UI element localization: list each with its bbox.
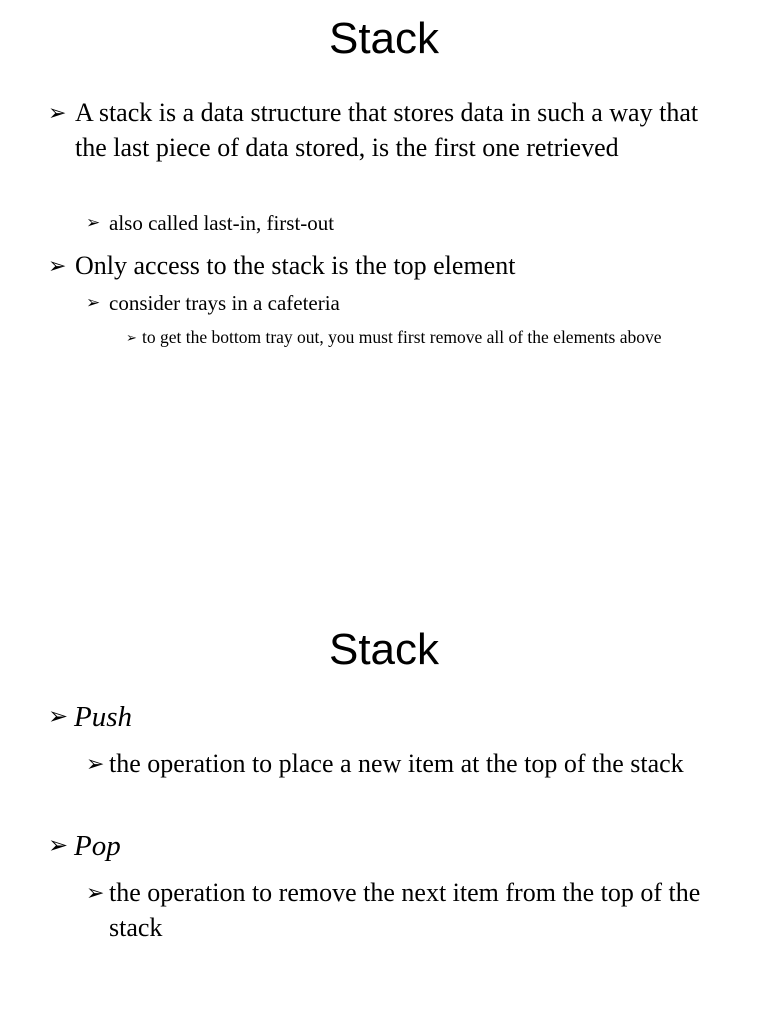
bullet-text: to get the bottom tray out, you must first remove all of the elements above [142, 327, 662, 347]
arrow-bullet-icon: ➢ [86, 213, 101, 232]
slide-2 [0, 512, 768, 1024]
bullet-text: consider trays in a cafeteria [109, 291, 340, 315]
bullet-term: Push [74, 701, 132, 733]
bullet-item-level-1 [48, 828, 728, 864]
bullet-item-level-3 [126, 325, 736, 350]
bullet-term: Pop [74, 830, 121, 862]
bullet-text: Only access to the stack is the top element [75, 251, 516, 280]
bullet-item-level-2 [86, 209, 726, 237]
arrow-bullet-icon: ➢ [48, 100, 67, 125]
bullet-item-level-2 [86, 289, 726, 317]
bullet-item-level-2 [86, 875, 726, 945]
bullet-item-level-1 [48, 248, 728, 283]
arrow-bullet-icon: ➢ [48, 833, 69, 859]
arrow-bullet-icon: ➢ [86, 880, 105, 905]
arrow-bullet-icon: ➢ [126, 330, 137, 345]
arrow-bullet-icon: ➢ [86, 293, 101, 312]
bullet-text: also called last-in, first-out [109, 211, 335, 235]
bullet-text: the operation to place a new item at the top of the stack [109, 749, 684, 778]
slide-title: Stack [328, 14, 440, 63]
slide-title: Stack [328, 625, 440, 674]
arrow-bullet-icon: ➢ [48, 253, 67, 278]
bullet-item-level-2 [86, 746, 726, 781]
bullet-item-level-1 [48, 95, 728, 165]
arrow-bullet-icon: ➢ [48, 704, 69, 730]
arrow-bullet-icon: ➢ [86, 751, 105, 776]
bullet-text: A stack is a data structure that stores data in such a way that the last piece of data stored, is the first one retrieved [75, 98, 699, 162]
bullet-item-level-1 [48, 699, 728, 735]
bullet-text: the operation to remove the next item from the top of the stack [109, 878, 701, 942]
